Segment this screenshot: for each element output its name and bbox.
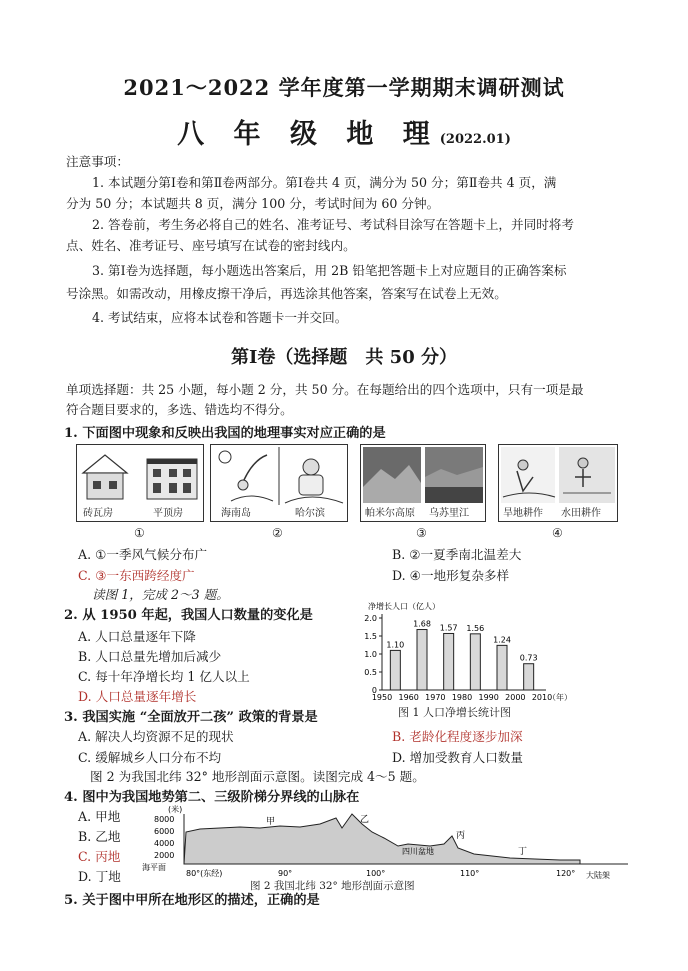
chart-title: 图 1 人口净增长统计图 (398, 706, 511, 719)
houses-illustration (77, 447, 203, 505)
figure-number: ① (134, 526, 145, 540)
read-instruction-2: 图 2 为我国北纬 32° 地形剖面示意图。读图完成 4～5 题。 (90, 769, 425, 784)
profile-xtick: 110° (460, 869, 480, 878)
sea-level-label: 海平面 (142, 863, 166, 872)
figure-number: ② (272, 526, 283, 540)
figure-number: ③ (416, 526, 427, 540)
profile-xtick: 120° (556, 869, 576, 878)
chart-data-label: 0.73 (519, 653, 538, 663)
caption-brick-house: 砖瓦房 (83, 508, 113, 519)
chart-ytick-label: 1.0 (364, 650, 377, 659)
figure-number: ④ (552, 526, 563, 540)
question-3-stem: 3. 我国实施 “全面放开二孩” 政策的背景是 (64, 710, 318, 725)
q1-figure-3 (360, 444, 486, 522)
chart-bar (444, 633, 454, 690)
chart-data-label: 1.57 (439, 623, 458, 633)
chart-xtick-label: 1970 (425, 693, 446, 702)
profile-caption: 图 2 我国北纬 32° 地形剖面示意图 (250, 880, 415, 892)
q1-option-b: B. ②一夏季南北温差大 (392, 547, 522, 562)
chart-data-label: 1.68 (413, 619, 431, 629)
chart-ytick-label: 0 (371, 686, 377, 695)
subject-name: 八 年 级 地 理 (177, 119, 440, 150)
profile-unit: (米) (168, 805, 183, 814)
caption-wusuli: 乌苏里江 (429, 508, 469, 519)
profile-xtick: 100° (366, 869, 386, 878)
q2-option-d: D. 人口总量逐年增长 (78, 689, 197, 704)
exam-title: 2021～2022 学年度第一学期期末调研测试 (123, 75, 565, 100)
question-2-stem: 2. 从 1950 年起，我国人口数量的变化是 (64, 608, 313, 623)
profile-xtick: 90° (278, 869, 293, 878)
q4-option-d: D. 丁地 (78, 869, 121, 884)
q4-option-b: B. 乙地 (78, 829, 121, 844)
section-instruction: 单项选择题：共 25 小题，每小题 2 分，共 50 分。在每题给出的四个选项中，只有一项是最 (66, 382, 584, 397)
notice-line: 1. 本试题分第Ⅰ卷和第Ⅱ卷两部分。第Ⅰ卷共 4 页，满分为 50 分；第Ⅱ卷共 4 页，满 (92, 175, 557, 190)
label-jia: 甲 (266, 817, 276, 827)
population-growth-chart (342, 600, 572, 720)
q2-option-c: C. 每十年净增长均 1 亿人以上 (78, 669, 250, 684)
q3-option-d: D. 增加受教育人口数量 (392, 750, 523, 765)
exam-date: (2022.01) (439, 132, 511, 147)
profile-ytick: 8000 (154, 815, 175, 824)
profile-xtick: 80°(东经) (186, 869, 223, 878)
chart-ytick-label: 0.5 (364, 668, 377, 677)
notice-line: 号涂黑。如需改动，用橡皮擦干净后，再选涂其他答案，答案写在试卷上无效。 (66, 286, 507, 301)
label-bing: 丙 (456, 831, 466, 841)
caption-dry-farming: 旱地耕作 (503, 508, 543, 519)
chart-data-label: 1.56 (466, 623, 485, 633)
caption-paddy-farming: 水田耕作 (561, 508, 601, 519)
chart-xtick-label: 2000 (505, 693, 526, 702)
question-4-stem: 4. 图中为我国地势第二、三级阶梯分界线的山脉在 (64, 790, 360, 805)
subject-title (0, 112, 688, 151)
q1-figure-4 (498, 444, 618, 522)
section-instruction: 符合题目要求的，多选、错选均不得分。 (66, 402, 293, 417)
chart-xtick-label: 1990 (478, 693, 499, 702)
notice-line: 4. 考试结束，应将本试卷和答题卡一并交回。 (92, 310, 348, 325)
q4-option-c: C. 丙地 (78, 849, 121, 864)
chart-bar (470, 634, 480, 690)
notice-heading: 注意事项： (66, 154, 129, 169)
farming-illustration (499, 447, 617, 505)
caption-harbin: 哈尔滨 (295, 508, 325, 519)
profile-ytick: 2000 (154, 851, 175, 860)
chart-bar (524, 664, 534, 690)
chart-ytick-label: 2.0 (364, 614, 377, 623)
profile-ytick: 6000 (154, 827, 175, 836)
chart-xtick-label: 2010 (531, 693, 553, 702)
chart-data-label: 1.24 (493, 635, 511, 645)
section-title: 第Ⅰ卷（选择题 共 50 分） (230, 347, 457, 368)
landscape-photos (361, 447, 485, 505)
caption-hainan: 海南岛 (221, 508, 251, 519)
label-sichuan-basin: 四川盆地 (402, 847, 434, 856)
chart-bar (390, 650, 400, 690)
chart-ylabel: 净增长人口（亿人） (368, 602, 440, 611)
label-yi: 乙 (360, 815, 370, 825)
caption-pamir: 帕米尔高原 (365, 508, 415, 519)
q2-option-a: A. 人口总量逐年下降 (78, 629, 196, 644)
q3-option-c: C. 缓解城乡人口分布不均 (78, 750, 222, 765)
chart-xlabel: （年） (548, 693, 572, 702)
q1-option-d: D. ④一地形复杂多样 (392, 568, 510, 583)
seasons-illustration (211, 447, 347, 505)
read-instruction-1: 读图 1，完成 2～3 题。 (92, 587, 229, 602)
notice-line: 点、姓名、准考证号、座号填写在试卷的密封线内。 (66, 238, 356, 253)
q2-option-b: B. 人口总量先增加后减少 (78, 649, 222, 664)
question-1-stem: 1. 下面图中现象和反映出我国的地理事实对应正确的是 (64, 426, 386, 441)
chart-bar (417, 630, 427, 690)
chart-xtick-label: 1960 (398, 693, 419, 702)
chart-data-label: 1.10 (386, 640, 405, 650)
q1-figure-1 (76, 444, 204, 522)
profile-ytick: 4000 (154, 839, 175, 848)
chart-xtick-label: 1950 (371, 693, 393, 702)
notice-line: 3. 第Ⅰ卷为选择题，每小题选出答案后，用 2B 铅笔把答题卡上对应题目的正确答案标 (92, 263, 567, 278)
q3-option-a: A. 解决人均资源不足的现状 (78, 729, 234, 744)
chart-bar (497, 645, 507, 690)
q1-option-a: A. ①一季风气候分布广 (78, 547, 208, 562)
question-5-stem: 5. 关于图中甲所在地形区的描述，正确的是 (64, 893, 320, 908)
q1-figure-2 (210, 444, 348, 522)
notice-line: 分为 50 分；本试题共 8 页，满分 100 分，考试时间为 60 分钟。 (66, 196, 440, 211)
q3-option-b: B. 老龄化程度逐步加深 (392, 729, 523, 744)
caption-flat-roof-house: 平顶房 (153, 508, 183, 519)
q1-option-c: C. ③一东西跨经度广 (78, 568, 195, 583)
label-ding: 丁 (518, 847, 528, 857)
label-continental-shelf: 大陆架 (586, 871, 610, 880)
chart-ytick-label: 1.5 (364, 632, 377, 641)
terrain-profile-figure (140, 802, 630, 890)
notice-line: 2. 答卷前，考生务必将自己的姓名、准考证号、考试科目涂写在答题卡上，并同时将考 (92, 217, 574, 232)
chart-xtick-label: 1980 (451, 693, 473, 702)
q4-option-a: A. 甲地 (78, 809, 121, 824)
